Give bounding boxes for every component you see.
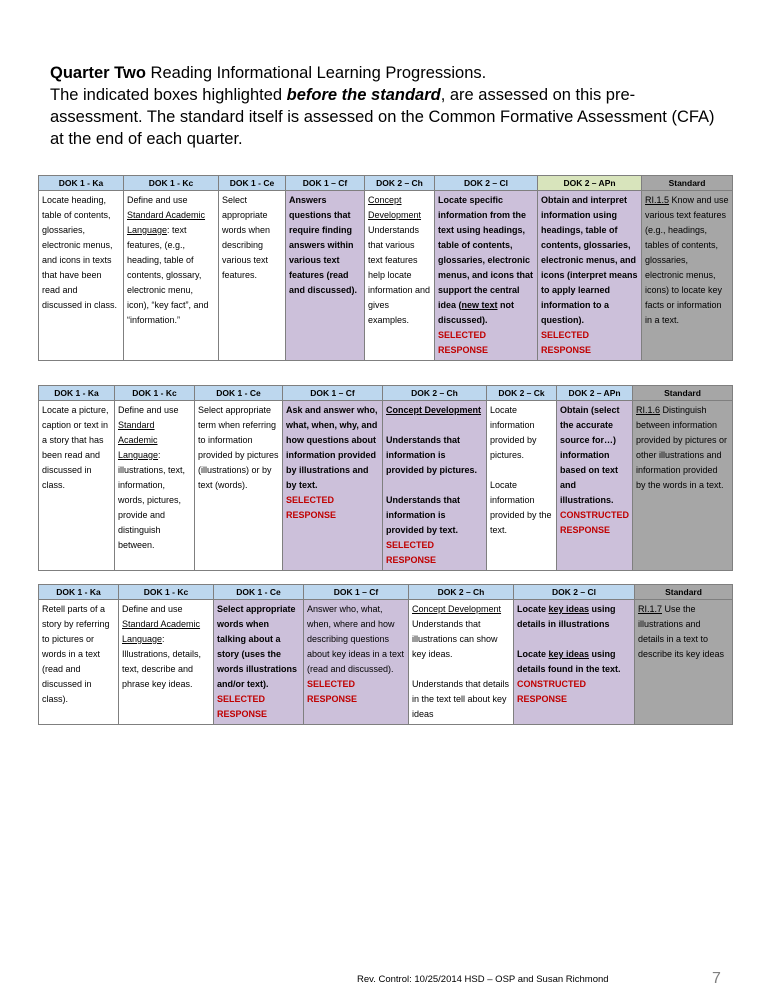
header-dok2-cl: DOK 2 – Cl bbox=[435, 176, 538, 191]
header-dok2-ck: DOK 2 – Ck bbox=[487, 386, 557, 401]
cell-cl: Locate specific information from the text using headings, table of contents, glossaries, electronic menus, and icons that support the central idea (new text not discussed). SELECTED RESPONSE bbox=[435, 191, 538, 361]
table-row bbox=[39, 600, 733, 725]
table-header-row bbox=[39, 176, 733, 191]
intro-title: Quarter Two Reading Informational Learning Progressions. bbox=[50, 64, 487, 82]
selected-response-label: SELECTED RESPONSE bbox=[438, 330, 489, 355]
cell-kc: Define and use Standard Academic Language: illustrations, text, information, words, pictures, provide and distinguish between. bbox=[115, 401, 195, 571]
selected-response-label: SELECTED RESPONSE bbox=[217, 694, 268, 719]
constructed-response-label: CONSTRUCTED RESPONSE bbox=[517, 679, 586, 704]
header-dok2-ch: DOK 2 – Ch bbox=[365, 176, 435, 191]
selected-response-label: SELECTED RESPONSE bbox=[286, 495, 337, 520]
constructed-response-label: CONSTRUCTED RESPONSE bbox=[560, 510, 629, 535]
cell-ch: Concept Development Understands that illustrations can show key ideas. Understands that details in the text tell about key ideas bbox=[409, 600, 514, 725]
cell-cf: Answer who, what, when, where and how describing questions about key ideas in a text (read and discussed). SELECTED RESPONSE bbox=[304, 600, 409, 725]
cell-ce: Select appropriate words when talking about a story (uses the words illustrations and/or text). SELECTED RESPONSE bbox=[214, 600, 304, 725]
cell-kc: Define and use Standard Academic Language: Illustrations, details, text, describe and phrase key ideas. bbox=[119, 600, 214, 725]
header-dok1-cf: DOK 1 – Cf bbox=[304, 585, 409, 600]
cell-standard: RI.1.5 Know and use various text features (e.g., headings, tables of contents, glossaries, electronic menus, icons) to locate key facts or information in a text. bbox=[642, 191, 733, 361]
header-standard: Standard bbox=[635, 585, 733, 600]
cell-ch: Concept Development Understands that various text features help locate information and gives examples. bbox=[365, 191, 435, 361]
cell-ch: Concept Development Understands that information is provided by pictures. Understands that information is provided by text. SELECTED RESPONSE bbox=[383, 401, 487, 571]
selected-response-label: SELECTED RESPONSE bbox=[386, 540, 437, 565]
cell-ka: Locate a picture, caption or text in a story that has been read and discussed in class. bbox=[39, 401, 115, 571]
header-dok1-kc: DOK 1 - Kc bbox=[124, 176, 219, 191]
header-dok1-ka: DOK 1 - Ka bbox=[39, 585, 119, 600]
page-number: 7 bbox=[712, 970, 721, 987]
cell-ce: Select appropriate term when referring to information provided by pictures (illustrations) or by text (words). bbox=[195, 401, 283, 571]
header-dok1-ce: DOK 1 - Ce bbox=[214, 585, 304, 600]
header-standard: Standard bbox=[642, 176, 733, 191]
progression-table-ri17 bbox=[38, 584, 733, 725]
header-dok2-ch: DOK 2 – Ch bbox=[383, 386, 487, 401]
cell-ka: Retell parts of a story by referring to pictures or words in a text (read and discussed in class). bbox=[39, 600, 119, 725]
header-standard: Standard bbox=[633, 386, 733, 401]
header-dok1-ce: DOK 1 - Ce bbox=[195, 386, 283, 401]
cell-standard: RI.1.7 Use the illustrations and details in a text to describe its key ideas bbox=[635, 600, 733, 725]
table-row bbox=[39, 401, 733, 571]
cell-apn: Obtain (select the accurate source for…) information based on text and illustrations. CONSTRUCTED RESPONSE bbox=[557, 401, 633, 571]
selected-response-label: SELECTED RESPONSE bbox=[541, 330, 592, 355]
selected-response-label: SELECTED RESPONSE bbox=[307, 679, 358, 704]
footer-revision: Rev. Control: 10/25/2014 HSD – OSP and Susan Richmond bbox=[357, 974, 609, 985]
header-dok1-kc: DOK 1 - Kc bbox=[115, 386, 195, 401]
cell-ck: Locate information provided by pictures. Locate information provided by the text. bbox=[487, 401, 557, 571]
intro-description: The indicated boxes highlighted before the standard, are assessed on this pre-assessment. The standard itself is assessed on the Common Formative Assessment (CFA) at the end of each quarter. bbox=[50, 86, 715, 148]
header-dok1-cf: DOK 1 – Cf bbox=[286, 176, 365, 191]
header-dok2-apn: DOK 2 – APn bbox=[538, 176, 642, 191]
table-header-row bbox=[39, 585, 733, 600]
table-header-row bbox=[39, 386, 733, 401]
cell-ka: Locate heading, table of contents, glossaries, electronic menus, and icons in texts that have been read and discussed in class. bbox=[39, 191, 124, 361]
header-dok1-ka: DOK 1 - Ka bbox=[39, 176, 124, 191]
cell-apn: Obtain and interpret information using headings, table of contents, glossaries, electronic menus, and icons (interpret means to apply learned information to a question). SELECTED RESPONSE bbox=[538, 191, 642, 361]
header-dok1-ce: DOK 1 - Ce bbox=[219, 176, 286, 191]
progression-table-ri16 bbox=[38, 385, 733, 571]
cell-standard: RI.1.6 Distinguish between information provided by pictures or other illustrations and information provided by the words in a text. bbox=[633, 401, 733, 571]
header-dok2-cl: DOK 2 – Cl bbox=[514, 585, 635, 600]
header-dok2-apn: DOK 2 – APn bbox=[557, 386, 633, 401]
progression-table-ri15 bbox=[38, 175, 733, 361]
header-dok2-ch: DOK 2 – Ch bbox=[409, 585, 514, 600]
cell-cf: Ask and answer who, what, when, why, and how questions about information provided by illustrations and by text. SELECTED RESPONSE bbox=[283, 401, 383, 571]
cell-cf: Answers questions that require finding answers within various text features (read and discussed). bbox=[286, 191, 365, 361]
cell-kc: Define and use Standard Academic Language: text features, (e.g., heading, table of contents, glossary, electronic menu, icon), “key fact”, and “information.” bbox=[124, 191, 219, 361]
header-dok1-ka: DOK 1 - Ka bbox=[39, 386, 115, 401]
header-dok1-cf: DOK 1 – Cf bbox=[283, 386, 383, 401]
header-dok1-kc: DOK 1 - Kc bbox=[119, 585, 214, 600]
cell-cl: Locate key ideas using details in illustrations Locate key ideas using details found in the text. CONSTRUCTED RESPONSE bbox=[514, 600, 635, 725]
cell-ce: Select appropriate words when describing various text features. bbox=[219, 191, 286, 361]
table-row bbox=[39, 191, 733, 361]
intro-text bbox=[50, 62, 720, 150]
